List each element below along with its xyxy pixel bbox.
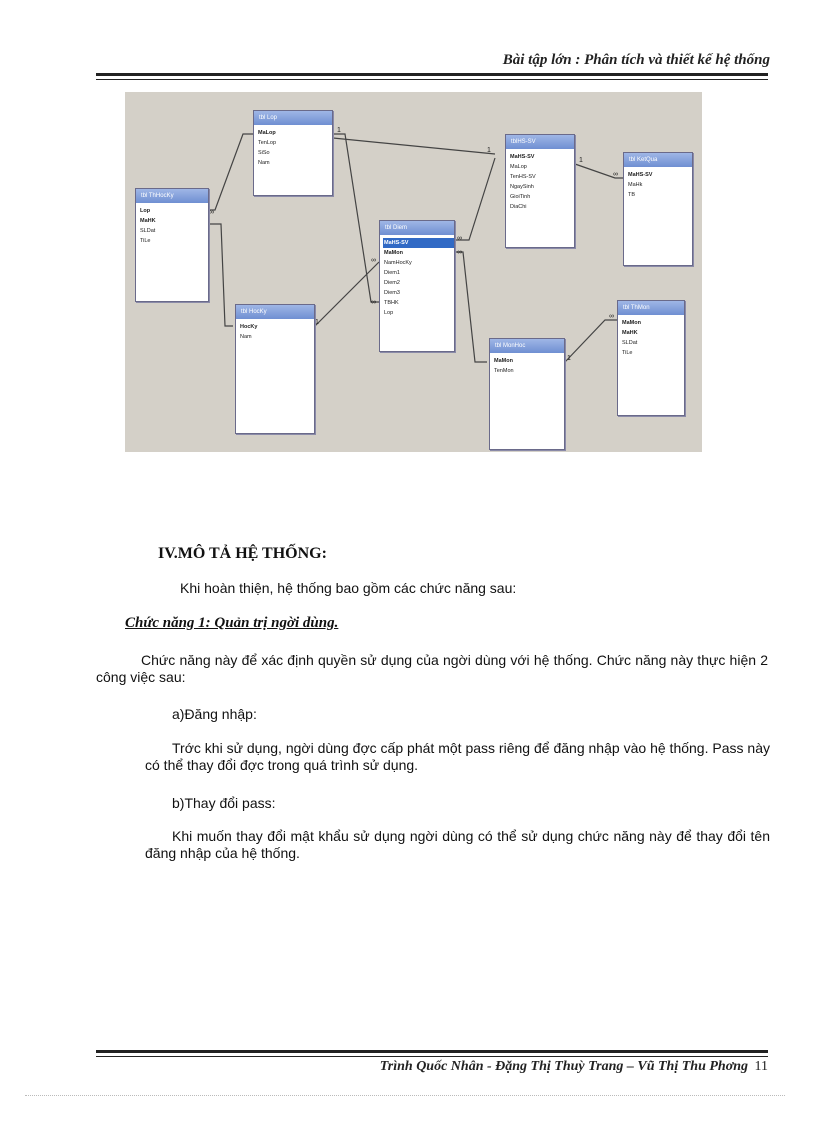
footer-rule-thick [96,1050,768,1053]
rel-monhoc-diem [455,252,487,362]
footer-rule-thin [96,1056,768,1057]
rel-label-one: 1 [315,319,319,326]
table-field: TBHK [384,300,399,306]
section-heading: IV.MÔ TẢ HỆ THỐNG: [158,545,327,562]
table-monhoc [489,338,565,450]
table-ketqua [623,152,693,266]
rel-lop-diem [333,134,379,302]
rel-label-one: 1 [487,147,491,154]
header-rule-thick [96,73,768,76]
table-title: tbl Diem [380,221,454,235]
table-field: MaHK [622,330,638,336]
rel-hssv-diem [455,158,495,240]
table-field: NamHocKy [384,260,412,266]
table-lop [253,110,333,196]
table-field: Lop [384,310,394,316]
table-title: tbl KetQua [624,153,692,167]
header-title: Bài tập lớn : Phân tích và thiết kế hệ thống [502,52,770,68]
table-thmon [617,300,685,416]
table-field: TiLe [140,238,151,244]
rel-label-one: 1 [337,127,341,134]
table-field: TenHS-SV [510,174,536,180]
section-intro: Khi hoàn thiện, hệ thống bao gồm các chức năng sau: [180,580,517,596]
function-title: Chức năng 1: Quản trị ngời dùng. [125,615,339,631]
subheading-change-pass: b)Thay đổi pass: [172,795,276,811]
table-field: MaLop [510,164,527,170]
table-title: tbl ThHocKy [136,189,208,203]
rel-label-many: ∞ [457,249,462,256]
paragraph-3: Khi muốn thay đổi mật khẩu sử dụng ngời dùng có thể sử dụng chức năng này để thay đổi tên đăng nhập của hệ thống. [145,828,770,861]
relationship-diagram [125,92,702,452]
paragraph-2: Trớc khi sử dụng, ngời dùng đợc cấp phát một pass riêng để đăng nhập vào hệ thống. Pass này có thể thay đổi đợc trong quá trình sử dụng. [145,740,770,773]
page-number: 11 [754,1059,768,1074]
rel-lop-hssv [333,138,495,154]
table-field: Diem2 [384,280,400,286]
rel-label-many: ∞ [209,209,214,216]
rel-label-many: ∞ [457,235,462,242]
table-field: Nam [258,160,270,166]
table-title: tbl ThMon [618,301,684,315]
rel-label-many: ∞ [609,313,614,320]
table-field: MaHk [628,182,643,188]
table-diem [379,220,455,352]
rel-lop-thhocky [209,134,255,210]
page-bottom-dotted-line [25,1095,785,1096]
table-title: tblHS-SV [506,135,574,149]
table-field: TiLe [622,350,633,356]
table-field: MaMon [622,320,641,326]
header-rule-thin [96,79,768,80]
table-field: TB [628,192,636,198]
table-field: TenLop [258,140,277,146]
table-field: Diem1 [384,270,400,276]
subheading-login: a)Đăng nhập: [172,706,257,722]
rel-hocky-thhocky [209,224,233,326]
table-field: Lop [140,208,151,214]
footer-authors: Trình Quốc Nhân - Đặng Thị Thuỳ Trang – Vũ Thị Thu Phơng [379,1059,748,1074]
table-title: tbl Lop [254,111,332,125]
table-field: TenMon [494,368,514,374]
paragraph-1: Chức năng này để xác định quyền sử dụng của ngời dùng với hệ thống. Chức năng này thực hiện 2 công việc sau: [96,652,768,685]
table-field: DiaChi [510,204,527,210]
table-field: MaMon [384,250,403,256]
table-hssv [505,134,575,248]
table-hocky [235,304,315,434]
table-thhocky [135,188,209,302]
table-field: HocKy [240,324,258,330]
table-field: SLDat [140,228,156,234]
table-field: Nam [240,334,252,340]
table-field: MaHS-SV [628,172,653,178]
table-field: MaLop [258,130,276,136]
table-field: NgaySinh [510,184,534,190]
table-field: MaMon [494,358,513,364]
rel-label-one: 1 [579,157,583,164]
table-title: tbl MonHoc [490,339,564,353]
table-field: SiSo [258,150,270,156]
rel-label-many: ∞ [371,299,376,306]
table-field: MaHK [140,218,156,224]
table-field: SLDat [622,340,638,346]
table-field: Diem3 [384,290,400,296]
rel-label-one: 1 [567,355,571,362]
table-field-selected: MaHS-SV [383,238,454,248]
rel-label-many: ∞ [371,257,376,264]
table-field: GioiTinh [510,194,531,200]
table-field: MaHS-SV [510,154,535,160]
rel-monhoc-thmon [565,320,617,362]
table-title: tbl HocKy [236,305,314,319]
rel-label-many: ∞ [613,171,618,178]
